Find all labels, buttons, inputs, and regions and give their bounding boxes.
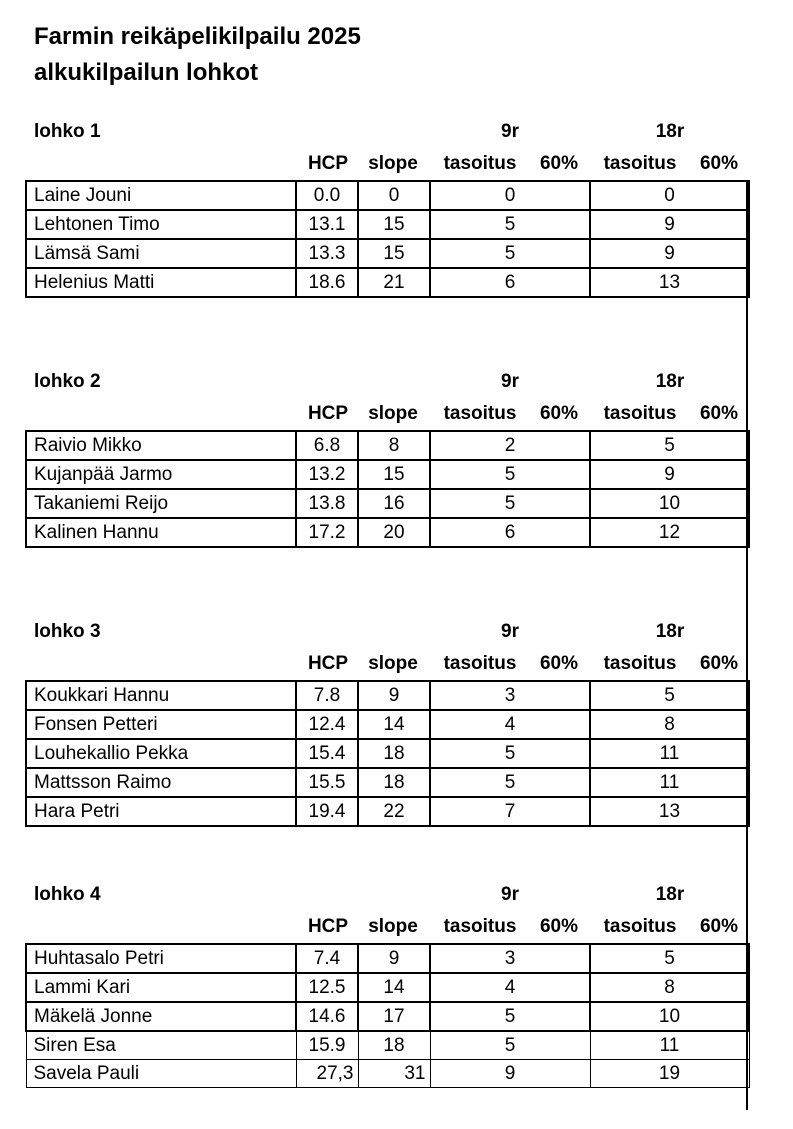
slope-value: 31: [358, 1060, 430, 1088]
slope-value: 20: [358, 518, 430, 547]
table-row: [26, 460, 749, 489]
handicap-18r-value: 8: [590, 710, 749, 739]
table-row: [26, 739, 749, 768]
hcp-value: 14.6: [296, 1002, 358, 1031]
header-slope: slope: [368, 153, 418, 174]
player-name: Huhtasalo Petri: [26, 944, 296, 973]
slope-value: 15: [358, 210, 430, 239]
handicap-18r-value: 9: [590, 239, 749, 268]
table-row: [26, 1002, 749, 1031]
player-name: Takaniemi Reijo: [26, 489, 296, 518]
handicap-18r-value: 11: [590, 768, 749, 797]
header-9r: 9r: [501, 371, 519, 392]
header-p18: 60%: [699, 153, 739, 174]
slope-value: 9: [358, 681, 430, 710]
hcp-value: 0.0: [296, 181, 358, 210]
header-p9: 60%: [539, 916, 579, 937]
header-18r: 18r: [655, 371, 685, 392]
slope-value: 0: [358, 181, 430, 210]
header-9r: 9r: [501, 121, 519, 142]
slope-value: 18: [358, 739, 430, 768]
handicap-9r-value: 5: [430, 739, 590, 768]
slope-value: 9: [358, 944, 430, 973]
handicap-9r-value: 5: [430, 1002, 590, 1031]
header-9r: 9r: [501, 884, 519, 905]
table-row: [26, 797, 749, 826]
handicap-9r-value: 5: [430, 239, 590, 268]
handicap-18r-value: 9: [590, 460, 749, 489]
handicap-9r-value: 5: [430, 489, 590, 518]
header-slope: slope: [368, 653, 418, 674]
player-name: Raivio Mikko: [26, 431, 296, 460]
slope-value: 14: [358, 973, 430, 1002]
header-t9: tasoitus: [443, 403, 517, 424]
handicap-18r-value: 10: [590, 489, 749, 518]
hcp-value: 12.4: [296, 710, 358, 739]
header-p18: 60%: [699, 916, 739, 937]
handicap-9r-value: 9: [430, 1060, 590, 1088]
table-row: [26, 1060, 749, 1088]
header-slope: slope: [368, 916, 418, 937]
header-hcp: HCP: [307, 403, 349, 424]
handicap-18r-value: 9: [590, 210, 749, 239]
group-label: lohko 2: [34, 371, 101, 392]
table-row: [26, 944, 749, 973]
handicap-9r-value: 5: [430, 460, 590, 489]
header-t9: tasoitus: [443, 153, 517, 174]
handicap-9r-value: 4: [430, 710, 590, 739]
table-row: [26, 681, 749, 710]
group-table: [25, 943, 750, 1088]
handicap-9r-value: 3: [430, 944, 590, 973]
handicap-9r-value: 6: [430, 268, 590, 297]
slope-value: 18: [358, 768, 430, 797]
header-t18: tasoitus: [603, 916, 677, 937]
table-row: [26, 973, 749, 1002]
player-name: Fonsen Petteri: [26, 710, 296, 739]
table-row: [26, 518, 749, 547]
player-name: Kujanpää Jarmo: [26, 460, 296, 489]
handicap-9r-value: 6: [430, 518, 590, 547]
handicap-18r-value: 13: [590, 797, 749, 826]
handicap-18r-value: 11: [590, 1031, 749, 1060]
handicap-18r-value: 19: [590, 1060, 749, 1088]
slope-value: 17: [358, 1002, 430, 1031]
hcp-value: 15.4: [296, 739, 358, 768]
handicap-9r-value: 2: [430, 431, 590, 460]
handicap-18r-value: 8: [590, 973, 749, 1002]
header-hcp: HCP: [307, 153, 349, 174]
slope-value: 15: [358, 239, 430, 268]
hcp-value: 18.6: [296, 268, 358, 297]
player-name: Kalinen Hannu: [26, 518, 296, 547]
table-row: [26, 239, 749, 268]
hcp-value: 13.1: [296, 210, 358, 239]
handicap-18r-value: 5: [590, 681, 749, 710]
slope-value: 22: [358, 797, 430, 826]
table-row: [26, 1031, 749, 1060]
hcp-value: 7.8: [296, 681, 358, 710]
header-9r: 9r: [501, 621, 519, 642]
page-title-line1: Farmin reikäpelikilpailu 2025: [34, 23, 361, 50]
hcp-value: 12.5: [296, 973, 358, 1002]
group-table: [25, 180, 750, 298]
player-name: Mäkelä Jonne: [26, 1002, 296, 1031]
player-name: Koukkari Hannu: [26, 681, 296, 710]
group-label: lohko 3: [34, 621, 101, 642]
handicap-9r-value: 7: [430, 797, 590, 826]
slope-value: 18: [358, 1031, 430, 1060]
table-row: [26, 768, 749, 797]
hcp-value: 27,3: [296, 1060, 358, 1088]
handicap-18r-value: 13: [590, 268, 749, 297]
table-row: [26, 489, 749, 518]
group-label: lohko 1: [34, 121, 101, 142]
player-name: Lämsä Sami: [26, 239, 296, 268]
player-name: Helenius Matti: [26, 268, 296, 297]
hcp-value: 15.9: [296, 1031, 358, 1060]
header-hcp: HCP: [307, 916, 349, 937]
table-row: [26, 431, 749, 460]
handicap-18r-value: 10: [590, 1002, 749, 1031]
handicap-18r-value: 12: [590, 518, 749, 547]
group-table: [25, 430, 750, 548]
handicap-9r-value: 4: [430, 973, 590, 1002]
hcp-value: 7.4: [296, 944, 358, 973]
header-p9: 60%: [539, 403, 579, 424]
handicap-18r-value: 5: [590, 944, 749, 973]
header-hcp: HCP: [307, 653, 349, 674]
slope-value: 14: [358, 710, 430, 739]
handicap-9r-value: 5: [430, 768, 590, 797]
header-t18: tasoitus: [603, 153, 677, 174]
player-name: Lammi Kari: [26, 973, 296, 1002]
header-18r: 18r: [655, 621, 685, 642]
player-name: Siren Esa: [26, 1031, 296, 1060]
header-18r: 18r: [655, 884, 685, 905]
header-t18: tasoitus: [603, 653, 677, 674]
hcp-value: 19.4: [296, 797, 358, 826]
slope-value: 16: [358, 489, 430, 518]
player-name: Hara Petri: [26, 797, 296, 826]
handicap-9r-value: 5: [430, 1031, 590, 1060]
header-18r: 18r: [655, 121, 685, 142]
handicap-9r-value: 0: [430, 181, 590, 210]
header-slope: slope: [368, 403, 418, 424]
hcp-value: 13.3: [296, 239, 358, 268]
hcp-value: 17.2: [296, 518, 358, 547]
header-p9: 60%: [539, 153, 579, 174]
header-t9: tasoitus: [443, 653, 517, 674]
handicap-9r-value: 5: [430, 210, 590, 239]
hcp-value: 15.5: [296, 768, 358, 797]
group-label: lohko 4: [34, 884, 101, 905]
player-name: Savela Pauli: [26, 1060, 296, 1088]
page-title-line2: alkukilpailun lohkot: [34, 59, 259, 86]
handicap-18r-value: 11: [590, 739, 749, 768]
handicap-9r-value: 3: [430, 681, 590, 710]
slope-value: 8: [358, 431, 430, 460]
slope-value: 21: [358, 268, 430, 297]
player-name: Louhekallio Pekka: [26, 739, 296, 768]
table-row: [26, 210, 749, 239]
handicap-18r-value: 0: [590, 181, 749, 210]
header-p9: 60%: [539, 653, 579, 674]
player-name: Laine Jouni: [26, 181, 296, 210]
table-row: [26, 268, 749, 297]
header-p18: 60%: [699, 403, 739, 424]
handicap-18r-value: 5: [590, 431, 749, 460]
header-p18: 60%: [699, 653, 739, 674]
hcp-value: 13.8: [296, 489, 358, 518]
table-row: [26, 710, 749, 739]
player-name: Mattsson Raimo: [26, 768, 296, 797]
hcp-value: 13.2: [296, 460, 358, 489]
slope-value: 15: [358, 460, 430, 489]
header-t18: tasoitus: [603, 403, 677, 424]
hcp-value: 6.8: [296, 431, 358, 460]
group-table: [25, 680, 750, 827]
table-row: [26, 181, 749, 210]
header-t9: tasoitus: [443, 916, 517, 937]
player-name: Lehtonen Timo: [26, 210, 296, 239]
